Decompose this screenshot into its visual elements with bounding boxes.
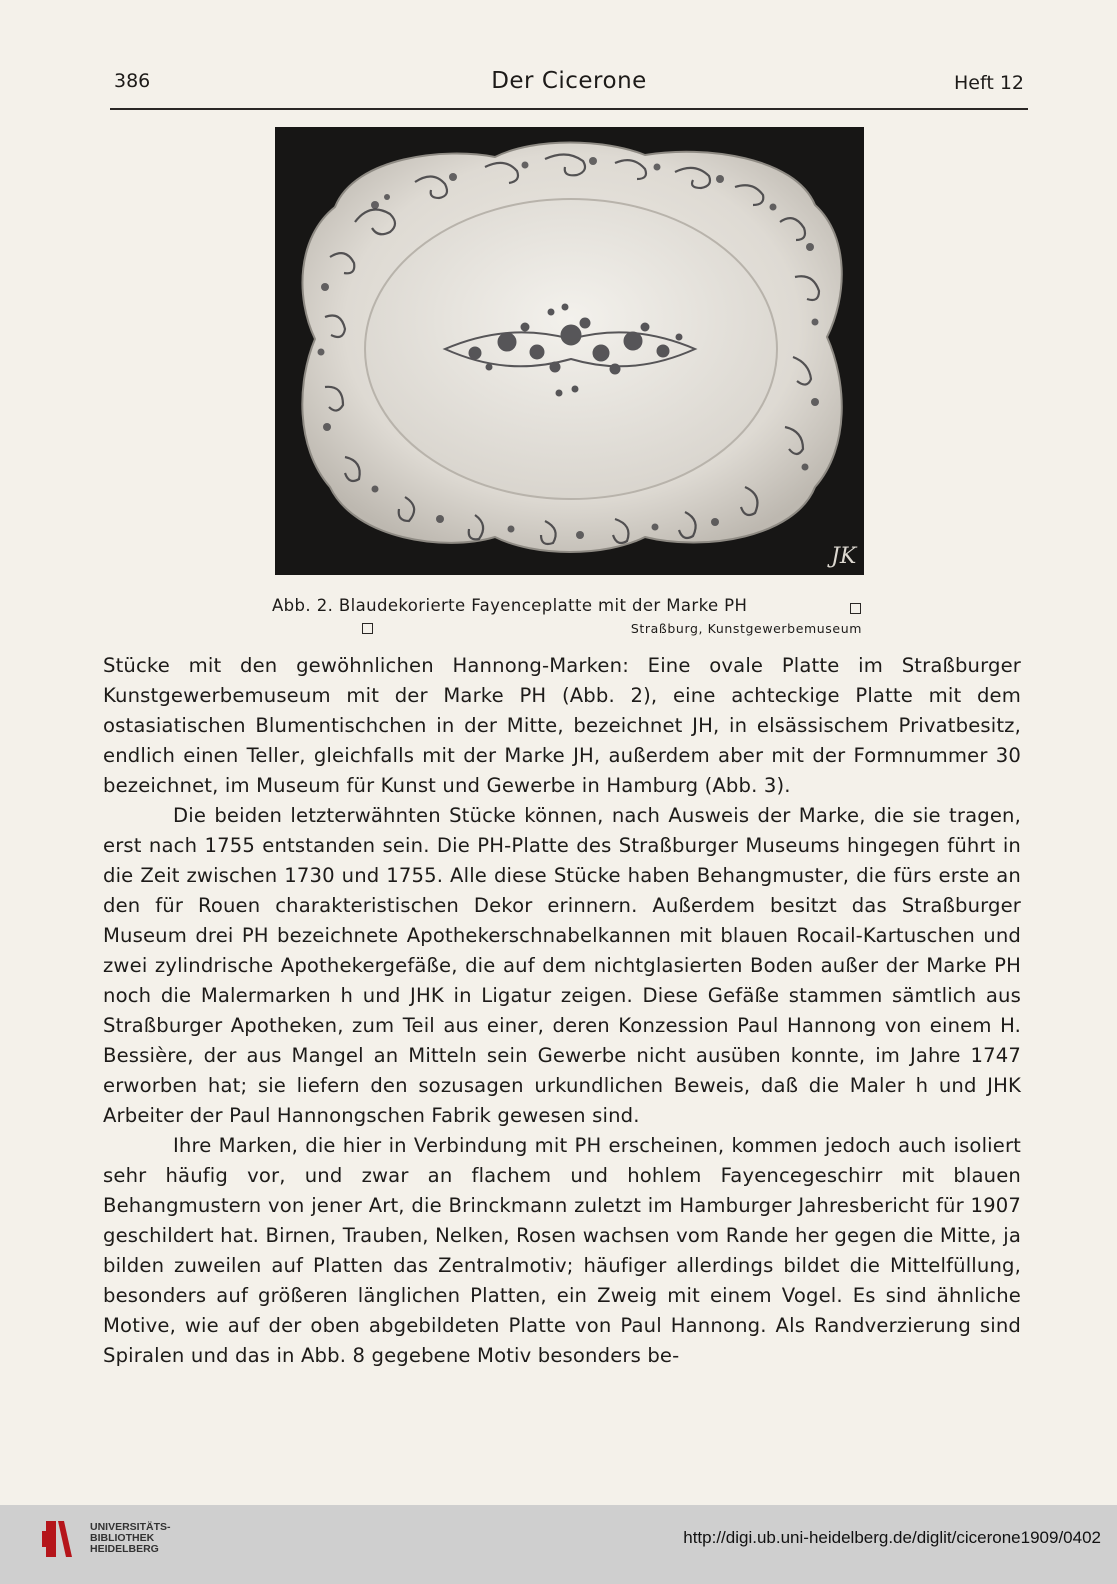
- platter-well: [365, 199, 777, 499]
- library-name: [90, 1522, 171, 1555]
- page-number: 386: [114, 70, 151, 92]
- library-footer-bar: [0, 1505, 1117, 1584]
- paragraph: Die beiden letzterwähnten Stücke können, nach Ausweis der Marke, die sie tragen, erst nach 1755 entstanden sein. Die PH-Platte des Straßburger Museums hingegen führt in die Zeit zwischen 1730 und 1755. Alle diese Stücke haben Behangmuster, die fürs erste an den für Rouen charakteristischen Dekor erinnern. Außerdem besitzt das Straßburger Museum drei PH bezeichnete Apothekerschnabelkannen mit blauen Rocail-Kartuschen und zwei zylindrische Apothekergefäße, die auf dem nichtglasierten Boden außer der Marke PH noch die Malermarken h und JHK in Ligatur zeigen. Diese Gefäße stammen sämtlich aus Straßburger Apotheken, zum Teil aus einer, deren Konzession Paul Hannong von einem H. Bessière, der aus Mangel an Mitteln sein Gewerbe nicht ausüben konnte, im Jahre 1747 erworben hat; sie liefern den sozusagen urkundlichen Beweis, daß die Maler h und JHK Arbeiter der Paul Hannongschen Fabrik gewesen sind.: [103, 804, 1021, 1127]
- library-name-line: BIBLIOTHEK: [90, 1532, 155, 1544]
- header-rule: [110, 108, 1028, 110]
- figure-caption: [272, 596, 866, 640]
- running-header: [110, 64, 1028, 100]
- library-name-line: UNIVERSITÄTS-: [90, 1521, 171, 1533]
- caption-location: Straßburg, Kunstgewerbemuseum: [630, 621, 862, 636]
- journal-title: Der Cicerone: [491, 68, 647, 94]
- faience-platter-illustration: [275, 127, 864, 575]
- issue-label: Heft 12: [954, 72, 1024, 94]
- permalink-url[interactable]: http://digi.ub.uni-heidelberg.de/diglit/cicerone1909/0402: [683, 1528, 1101, 1547]
- caption-square-marker: [362, 623, 373, 634]
- library-name-line: HEIDELBERG: [90, 1543, 159, 1555]
- caption-square-marker: [850, 603, 861, 614]
- caption-text: Abb. 2. Blaudekorierte Fayenceplatte mit der Marke PH: [272, 596, 748, 615]
- paragraph: Ihre Marken, die hier in Verbindung mit PH erscheinen, kommen jedoch auch isoliert sehr häufig vor, und zwar an flachem und hohlem Fayencegeschirr mit blauen Behangmustern von jener Art, die Brinckmann zuletzt im Hamburger Jahresbericht für 1907 geschildert hat. Birnen, Trauben, Nelken, Rosen wachsen vom Rande her gegen die Mitte, ja bilden zuweilen auf Platten das Zentralmotiv; häufiger allerdings bildet die Mittelfüllung, besonders auf größeren länglichen Platten, ein Zweig mit einem Vogel. Es sind ähnliche Motive, wie auf der oben abgebildeten Platte von Paul Hannong. Als Randverzierung sind Spiralen und das in Abb. 8 gegebene Motiv besonders be-: [103, 1134, 1021, 1367]
- platter-photograph: [275, 127, 864, 575]
- article-body: [103, 651, 1021, 1371]
- library-logo-icon: [40, 1517, 78, 1561]
- artist-monogram: JK: [831, 544, 857, 569]
- paragraph: Stücke mit den gewöhnlichen Hannong-Marken: Eine ovale Platte im Straßburger Kunstgewerbemuseum mit der Marke PH (Abb. 2), eine achteckige Platte mit dem ostasiatischen Blumentischchen in der Mitte, bezeichnet JH, in elsässischem Privatbesitz, endlich einen Teller, gleichfalls mit der Marke JH, außerdem aber mit der Formnummer 30 bezeichnet, im Museum für Kunst und Gewerbe in Hamburg (Abb. 3).: [103, 654, 1021, 797]
